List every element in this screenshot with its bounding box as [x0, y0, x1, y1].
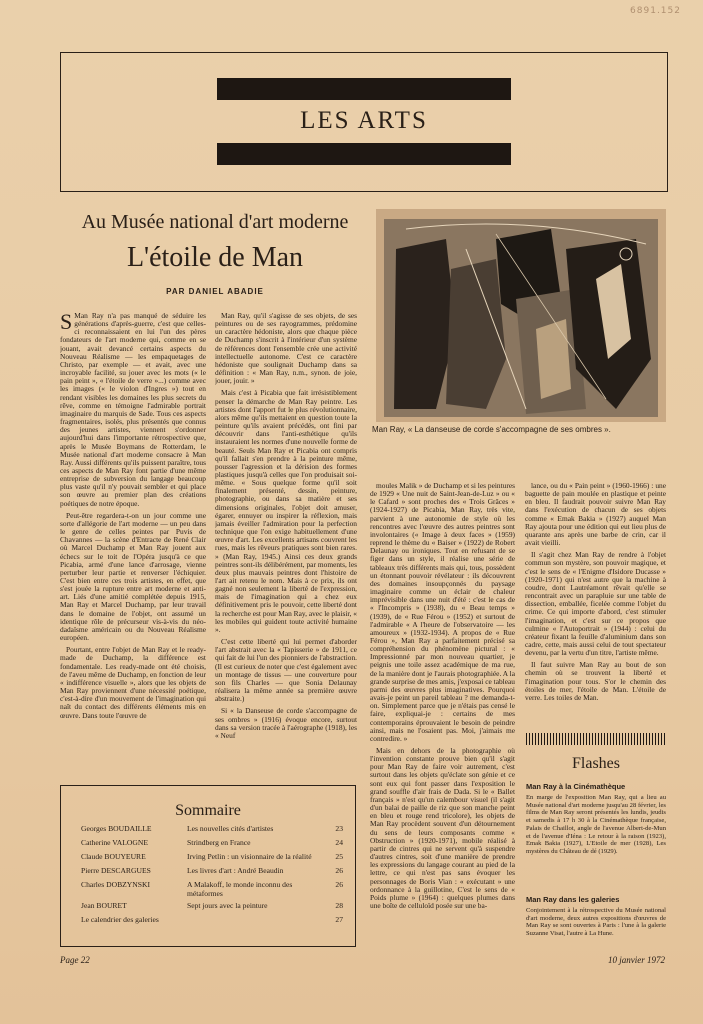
sommaire-title: Sommaire — [175, 802, 241, 819]
toc-page: 25 — [335, 852, 343, 861]
article-column-3 — [370, 482, 515, 952]
byline: PAR DANIEL ABADIE — [166, 287, 264, 296]
toc-author: Claude BOUYEURE — [81, 852, 146, 861]
toc-row — [81, 824, 343, 835]
toc-row — [81, 866, 343, 877]
toc-page: 26 — [335, 866, 343, 875]
toc-row — [81, 838, 343, 849]
article-paragraph: C'est cette liberté qui lui permet d'aborder l'art abstrait avec la « Tapisserie » de 1911, ce qui fait de lui l'un des pionniers de l'abstraction. (Il est curieux de noter que c'est également avec un montage de tissus — une couverture pour son fils Charles — que Sonia Delaunay réalisera la même année sa première œuvre abstraite.) — [215, 637, 357, 704]
sommaire-box — [60, 785, 356, 947]
kicker: Au Musée national d'art moderne — [81, 211, 349, 233]
article-paragraph: Mais c'est à Picabia que fait irrésistiblement penser la démarche de Man Ray peintre. Les artistes dont l'apport fut le plus révolutionnaire, alors même qu'ils mettaient en question toute la peinture qu'ils avaient précédés, ont fini par découvrir dans l'anti-esthétique qu'ils instauraient les normes d'une nouvelle forme de beauté. Seuls Man Ray et Picabia ont compris qu'il fallait s'en prendre à la peinture même, pousser l'agression et la dérision des formes plastiques jusqu'à celles que l'on produisait soi-même. « Sous quelque forme qu'il soit finalement présenté, dessin, peinture, photographie, ou dans sa matière et ses dimensions originales, l'objet doit amuser, égarer, ennuyer ou inspirer la réflexion, mais jamais éveiller l'admiration pour la perfection technique que l'on exige habituellement d'une œuvre d'art. Les excellents artisans couvrent les rues, mais les rêveurs pratiques sont bien rares. » (Man Ray, 1945.) Ainsi ces deux grands peintres sont-ils délibérément, par moments, les deux plus mauvais peintres dont l'histoire de l'art ait retenu le nom. Mais à ce prix, ils ont gagné non seulement la liberté de l'expression, mais de l'imagination qui a chez eux définitivement pris le pouvoir, cette liberté dont la recherche est pour Man Ray, avec le plaisir, « les mobiles qui guident toute activité humaine ». — [215, 388, 357, 634]
article-paragraph: Si « la Danseuse de corde s'accompagne de ses ombres » (1916) évoque encore, surtout dans sa version tracée à l'aérographe (1918), les « Neuf — [215, 706, 357, 740]
toc-row — [81, 880, 343, 898]
flash-heading: Man Ray dans les galeries — [526, 895, 620, 904]
article-paragraph: moules Malik » de Duchamp et si les peintures de 1929 « Une nuit de Saint-Jean-de-Luz » ou « le Cafard » sont proches des « Trois Grâces » (1924-1927) de Picabia, Man Ray, très vite, parvient à une autonomie de style où les rencontres avec l'œuvre des autres peintres sont involontaires (« Image à deux faces » (1959) reprend le thème du « Baiser » (1922) de Robert Delaunay ou ironiques. Tout en refusant de se figer dans un style, il réalise une série de tableaux très différents mais qui, tous, possèdent un étonnant pouvoir révélateur : ils découvrent des domaines insoupçonnés du paysage imaginaire comme un éclair de chaleur imprévisible dans une nuit d'été : c'est le cas de « l'Incompris » (1938), du « Beau temps » (1939), de « Rue Férou » (1952) et surtout de l'admirable « A l'heure de l'observatoire — les amoureux » (1932-1934). A propos de « Rue Férou », Man Ray a parfaitement précisé sa compréhension du phénomène pictural : « Impressionné par mon nouveau quartier, je peignis une toile assez académique de ma rue, de la manière dont je l'aurais photographiée. A la grande surprise de mes amis, j'exposai ce tableau parmi des œuvres plus imaginatives. Pourquoi avais-je peint un pareil tableau ? me demanda-t-on. Simplement parce que je n'étais pas censé le faire, expliquai-je : certains de mes contemporains éprouvaient le besoin de peindre ainsi, mais ne l'osaient pas. Moi, j'aimais me contredire. » — [370, 482, 515, 743]
article-paragraph: Peut-être regardera-t-on un jour comme une sorte d'allégorie de l'art moderne — un peu dans le genre de celles peintes par Puvis de Chavannes — la scène d'Entracte de René Clair où Marcel Duchamp et Man Ray jouent aux échecs sur le toit de l'Opéra jusqu'à ce que Picabia, armé d'une lance d'arrosage, vienne perturber leur partie et renverser l'échiquier. C'est bien entre ces trois artistes, en effet, que s'est jouée la rupture entre art moderne et anti-art. Liés d'une amitié complétée depuis 1915, Man Ray et Marcel Duchamp, par leur travail dans le domaine de l'objet, ont assumé un identique rôle de précurseur vis-à-vis du néo-dadaïsme américain ou du Nouveau Réalisme européen. — [60, 510, 206, 643]
article-paragraph: Man Ray, qu'il s'agisse de ses objets, de ses peintures ou de ses rayogrammes, prédomine un caractère hédoniste, alors que chaque pièce de Duchamp s'inscrit à l'intérieur d'un système de références dont l'ensemble crée une activité intellectuelle autonome. C'est ce caractère hédoniste que soulignait Duchamp dans sa définition : « Man Ray, n.m., synon. de joie, jouer, jouir. » — [215, 312, 357, 386]
toc-page: 26 — [335, 880, 343, 889]
toc-page: 24 — [335, 838, 343, 847]
toc-title: Irving Petlin : un visionnaire de la réalité — [187, 852, 312, 861]
issue-date: 10 janvier 1972 — [608, 955, 665, 965]
toc-title: A Malakoff, le monde inconnu des métaformes — [187, 880, 293, 898]
headline: L'étoile de Man — [126, 242, 304, 273]
toc-title: Strindberg en France — [187, 838, 251, 847]
article-paragraph: Il s'agit chez Man Ray de rendre à l'objet commun son mystère, son pouvoir magique, et c'est le sens de « l'Enigme d'Isidore Ducasse » (1920-1971) qui n'est autre que la machine à coudre, dont Lautréamont rêvait qu'elle se rencontrait avec un parapluie sur une table de dissection, emballée, ficelée comme l'objet du crime. Ce qui importe d'abord, c'est stimuler l'imagination, et c'est sur ce propos que culmine « l'Autoportrait » (1944) : celui du créateur fixant la feuille d'aluminium dans son cadre, cette, mais aussi celui de tout spectateur devenu, par la vertu d'un titre, l'artiste même. — [525, 550, 666, 658]
flash-text: Conjointement à la rétrospective du Musée national d'art moderne, deux autres expositions d'œuvres de Man Ray se sont ouvertes à Paris : l'une à la galerie Suzanne Visat, l'autre à La Hune. — [526, 907, 666, 938]
article-paragraph: Man Ray n'a pas manqué de séduire les générations d'après-guerre, c'est que celles-ci reconnaissaient en lui l'un des pères fondateurs de l'art moderne qui, comme en se jouant, avait devancé certains aspects du Nouveau Réalisme — les empaquetages de Christo, par exemple — et avait, avec une incroyable facilité, su jouer avec les mots (« le pain peint », « l'étoile de verre »...) comme avec les images (« le violon d'Ingres ») tout en rendant visibles les domaines les plus secrets du rêve, comme en témoigne l'admirable portrait imaginaire du marquis de Sade. Tous ces aspects fragmentaires, isolés, plus présentés que connus des jeunes artistes, viennent s'ordonner aujourd'hui dans l'importante rétrospective que, après le Musée Boymans de Rotterdam, le Musée national d'art moderne consacre à Man Ray. Aussi différents qu'ils puissent paraître, tous ces aspects de Man Ray font partie d'une même entreprise de subversion du langage beaucoup plus vaste qu'il n'y pouvait sembler et qui place son œuvre au premier plan des créations poétiques de notre époque. — [60, 312, 206, 508]
article-paragraph: lance, ou du « Pain peint » (1960-1966) : une baguette de pain moulée en plastique et peinte en bleu. Il faudrait pouvoir suivre Man Ray dans l'exécution de chacun de ses objets comme « Emak Bakia » (1927) auquel Man Ray ajouta pour une édition qui eut lieu plus de quarante ans après une barbe de crin, car il avait vieilli. — [525, 482, 666, 548]
header-band-top — [217, 78, 511, 100]
article-paragraph: Pourtant, entre l'objet de Man Ray et le ready-made de Duchamp, la différence est fondamentale. Les ready-made ont été choisis, de l'aveu même de Duchamp, en fonction de leur « indifférence visuelle », alors que les objets de Man Ray proviennent d'une nécessité poétique, c'est-à-dire d'un mouvement de l'imagination qui naît du contact des différents éléments mis en œuvre. Dans toute l'œuvre de — [60, 645, 206, 720]
toc-title: Les nouvelles cités d'artistes — [187, 824, 274, 833]
article-column-1 — [60, 312, 206, 768]
article-column-2 — [215, 312, 357, 768]
toc-row — [81, 901, 343, 912]
toc-author: Pierre DESCARGUES — [81, 866, 151, 875]
toc-author: Georges BOUDAILLE — [81, 824, 152, 833]
toc-page: 27 — [335, 915, 343, 924]
article-paragraph: Il faut suivre Man Ray au bout de son chemin où se trouvent la liberté et l'imagination pour tous. S'or le chemin des étoiles de mer, l'étoile de Man. L'étoile de verre. Les toiles de Man. — [525, 660, 666, 702]
archive-stamp: 6891.152 — [630, 6, 681, 16]
flash-heading: Man Ray à la Cinémathèque — [526, 782, 626, 791]
toc-page: 23 — [335, 824, 343, 833]
toc-title: Sept jours avec la peinture — [187, 901, 268, 910]
toc-author: Catherine VALOGNE — [81, 838, 148, 847]
toc-author: Jean BOURET — [81, 901, 127, 910]
toc-row — [81, 915, 343, 926]
header-band-bottom — [217, 143, 511, 165]
toc-title: Les livres d'art : André Beaudin — [187, 866, 284, 875]
artwork-photo — [376, 209, 666, 422]
section-header — [60, 52, 668, 192]
article-paragraph: Mais en dehors de la photographie où l'invention constante prouve bien qu'il s'agit pour Man Ray de faire voir autrement, c'est surtout dans les objets qu'éclate son génie et ce sont eux qui font passer dans l'exposition le grand souffle d'air frais de Dada. Si le « Ballet français » n'est qu'un calembour visuel (il s'agit d'un balai de paille de riz que son manche peint en bleu et rouge rend tricolore), les objets de Man Ray procèdent souvent d'un détournement du sens de leurs composants comme « Obstruction » (1920-1971), mobile réalisé à partir de cintres qui ne servent qu'à suspendre d'autres cintres, soit d'une manière de prendre les expressions du langage courant au pied de la lettre, ce qui n'est pas sans évoquer les personnages de Boris Vian : « exécutant » une ordonnance à la guillotine, C'est le sens de « Poids plume » (1964) : quelques plumes dans une boîte de celluloïd posée sur une ba- — [370, 746, 515, 910]
dropcap: S — [60, 312, 73, 334]
table-of-contents — [81, 824, 343, 929]
page-number: Page 22 — [60, 955, 90, 965]
toc-page: 28 — [335, 901, 343, 910]
toc-author: Le calendrier des galeries — [81, 915, 159, 924]
toc-row — [81, 852, 343, 863]
flashes-title: Flashes — [572, 755, 620, 772]
section-title: LES ARTS — [300, 107, 428, 134]
flashes-divider — [526, 733, 666, 745]
article-column-4 — [525, 482, 666, 720]
photo-caption: Man Ray, « La danseuse de corde s'accompagne de ses ombres ». — [372, 425, 611, 434]
toc-author: Charles DOBZYNSKI — [81, 880, 150, 889]
flash-text: En marge de l'exposition Man Ray, qui a lieu au Musée national d'art moderne jusqu'au 28 février, les films de Man Ray seront présentés les lundis, jeudis et samedis à 17 h 30 à la Cinémathèque française, Palais de Chaillot, angle de l'avenue Albert-de-Mun et de l'avenue d'Iéna : Le retour à la raison (1923), Emak Bakia (1927), L'Etoile de mer (1928), Les mystères du Château de dé (1929). — [526, 794, 666, 855]
